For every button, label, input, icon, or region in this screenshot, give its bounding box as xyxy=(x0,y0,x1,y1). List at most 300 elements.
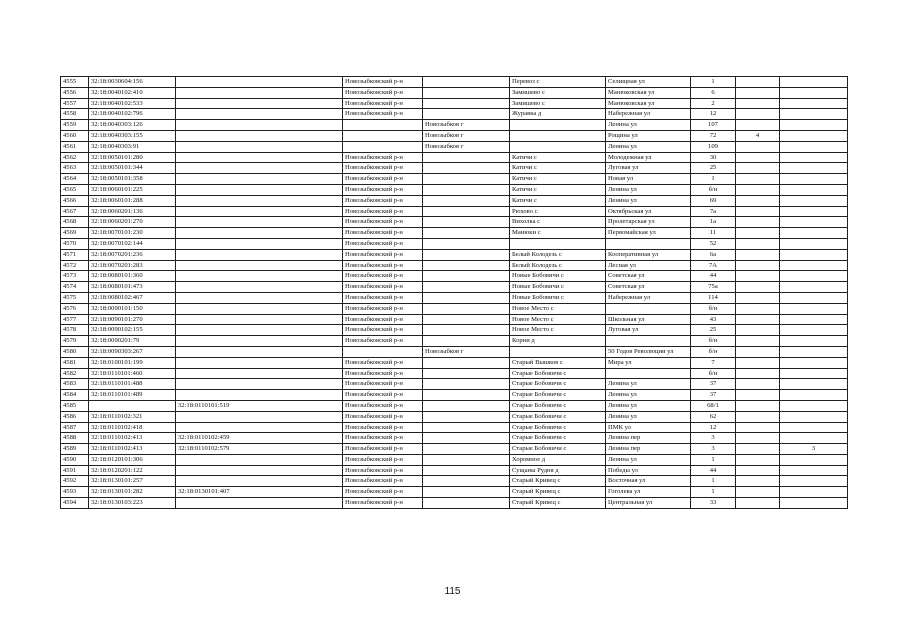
cadastral-number-cell: 32:18:0040102:410 xyxy=(89,87,176,98)
table-row xyxy=(61,152,848,163)
house-number-cell: 75а xyxy=(691,282,736,293)
cadastral-number-cell xyxy=(89,400,176,411)
district-cell: Новозыбковский р-н xyxy=(343,465,423,476)
street-cell: Ленина пер xyxy=(606,433,691,444)
room-number-cell xyxy=(780,228,848,239)
cadastral-number-cell: 32:18:0080101:360 xyxy=(89,271,176,282)
room-number-cell xyxy=(780,238,848,249)
parent-cadastral-number-cell xyxy=(176,292,343,303)
locality-cell: Старый Кривец с xyxy=(510,476,606,487)
house-number-cell: 43 xyxy=(691,314,736,325)
street-cell: Ленина ул xyxy=(606,400,691,411)
street-cell: Октябрьская ул xyxy=(606,206,691,217)
room-number-cell xyxy=(780,325,848,336)
city-cell xyxy=(423,498,510,509)
room-number-cell xyxy=(780,390,848,401)
district-cell: Новозыбковский р-н xyxy=(343,260,423,271)
row-number-cell: 4568 xyxy=(61,217,89,228)
locality-cell: Хоромное д xyxy=(510,454,606,465)
street-cell: Ленина ул xyxy=(606,411,691,422)
house-number-cell: 12 xyxy=(691,109,736,120)
locality-cell: Старый Кривец с xyxy=(510,487,606,498)
table-row xyxy=(61,249,848,260)
row-number-cell: 4584 xyxy=(61,390,89,401)
apartment-number-cell xyxy=(736,303,780,314)
locality-cell: Старые Бобовичи с xyxy=(510,422,606,433)
row-number-cell: 4592 xyxy=(61,476,89,487)
parent-cadastral-number-cell xyxy=(176,357,343,368)
room-number-cell xyxy=(780,357,848,368)
house-number-cell: 52 xyxy=(691,238,736,249)
parent-cadastral-number-cell xyxy=(176,346,343,357)
street-cell: Рощина ул xyxy=(606,130,691,141)
apartment-number-cell xyxy=(736,77,780,88)
parent-cadastral-number-cell xyxy=(176,422,343,433)
apartment-number-cell xyxy=(736,444,780,455)
row-number-cell: 4566 xyxy=(61,195,89,206)
street-cell: Ленина ул xyxy=(606,120,691,131)
city-cell xyxy=(423,357,510,368)
table-row xyxy=(61,120,848,131)
locality-cell: Старые Бобовичи с xyxy=(510,444,606,455)
district-cell: Новозыбковский р-н xyxy=(343,87,423,98)
room-number-cell xyxy=(780,454,848,465)
house-number-cell: 25 xyxy=(691,325,736,336)
table-row xyxy=(61,217,848,228)
city-cell xyxy=(423,454,510,465)
room-number-cell xyxy=(780,195,848,206)
table-row xyxy=(61,130,848,141)
row-number-cell: 4564 xyxy=(61,174,89,185)
street-cell: Советская ул xyxy=(606,271,691,282)
house-number-cell: 7а xyxy=(691,206,736,217)
city-cell xyxy=(423,476,510,487)
district-cell: Новозыбковский р-н xyxy=(343,422,423,433)
row-number-cell: 4567 xyxy=(61,206,89,217)
locality-cell: Замишево с xyxy=(510,87,606,98)
district-cell: Новозыбковский р-н xyxy=(343,411,423,422)
street-cell xyxy=(606,238,691,249)
district-cell: Новозыбковский р-н xyxy=(343,77,423,88)
parent-cadastral-number-cell xyxy=(176,379,343,390)
street-cell: Луговая ул xyxy=(606,163,691,174)
locality-cell: Новые Бобовичи с xyxy=(510,292,606,303)
apartment-number-cell xyxy=(736,465,780,476)
table-row xyxy=(61,98,848,109)
table-row xyxy=(61,476,848,487)
parent-cadastral-number-cell: 32:18:0130101:407 xyxy=(176,487,343,498)
table-row xyxy=(61,141,848,152)
street-cell: Гоголева ул xyxy=(606,487,691,498)
cadastral-number-cell: 32:18:0070201:283 xyxy=(89,260,176,271)
cadastral-number-cell: 32:18:0130101:257 xyxy=(89,476,176,487)
locality-cell: Старый Вышков с xyxy=(510,357,606,368)
district-cell: Новозыбковский р-н xyxy=(343,174,423,185)
table-row xyxy=(61,77,848,88)
parent-cadastral-number-cell xyxy=(176,195,343,206)
room-number-cell xyxy=(780,400,848,411)
street-cell xyxy=(606,303,691,314)
room-number-cell xyxy=(780,260,848,271)
register-sheet xyxy=(60,76,847,509)
district-cell xyxy=(343,120,423,131)
district-cell: Новозыбковский р-н xyxy=(343,184,423,195)
house-number-cell: б/н xyxy=(691,336,736,347)
parent-cadastral-number-cell xyxy=(176,152,343,163)
apartment-number-cell xyxy=(736,400,780,411)
city-cell xyxy=(423,444,510,455)
city-cell xyxy=(423,325,510,336)
city-cell xyxy=(423,77,510,88)
room-number-cell xyxy=(780,271,848,282)
locality-cell: Старые Бобовичи с xyxy=(510,390,606,401)
parent-cadastral-number-cell xyxy=(176,282,343,293)
district-cell: Новозыбковский р-н xyxy=(343,249,423,260)
room-number-cell xyxy=(780,141,848,152)
street-cell xyxy=(606,336,691,347)
room-number-cell xyxy=(780,476,848,487)
parent-cadastral-number-cell xyxy=(176,260,343,271)
apartment-number-cell xyxy=(736,379,780,390)
apartment-number-cell xyxy=(736,109,780,120)
parent-cadastral-number-cell: 32:18:0110101:519 xyxy=(176,400,343,411)
house-number-cell: 69 xyxy=(691,195,736,206)
row-number-cell: 4582 xyxy=(61,368,89,379)
district-cell: Новозыбковский р-н xyxy=(343,271,423,282)
house-number-cell: 25 xyxy=(691,163,736,174)
district-cell: Новозыбковский р-н xyxy=(343,163,423,174)
cadastral-number-cell: 32:18:0030604:156 xyxy=(89,77,176,88)
apartment-number-cell xyxy=(736,325,780,336)
cadastral-number-cell: 32:18:0040102:796 xyxy=(89,109,176,120)
house-number-cell: 1 xyxy=(691,174,736,185)
apartment-number-cell xyxy=(736,314,780,325)
parent-cadastral-number-cell xyxy=(176,109,343,120)
cadastral-number-cell: 32:18:0090101:150 xyxy=(89,303,176,314)
row-number-cell: 4594 xyxy=(61,498,89,509)
house-number-cell: 30 xyxy=(691,152,736,163)
city-cell xyxy=(423,303,510,314)
parent-cadastral-number-cell xyxy=(176,174,343,185)
table-row xyxy=(61,422,848,433)
parent-cadastral-number-cell xyxy=(176,476,343,487)
city-cell xyxy=(423,206,510,217)
table-row xyxy=(61,184,848,195)
city-cell: Новозыбков г xyxy=(423,120,510,131)
street-cell: Школьная ул xyxy=(606,314,691,325)
district-cell: Новозыбковский р-н xyxy=(343,400,423,411)
row-number-cell: 4557 xyxy=(61,98,89,109)
street-cell: Мира ул xyxy=(606,357,691,368)
room-number-cell xyxy=(780,184,848,195)
house-number-cell: 1 xyxy=(691,487,736,498)
table-row xyxy=(61,282,848,293)
room-number-cell xyxy=(780,174,848,185)
parent-cadastral-number-cell xyxy=(176,271,343,282)
district-cell: Новозыбковский р-н xyxy=(343,228,423,239)
row-number-cell: 4585 xyxy=(61,400,89,411)
parent-cadastral-number-cell xyxy=(176,228,343,239)
house-number-cell: б/н xyxy=(691,184,736,195)
apartment-number-cell xyxy=(736,454,780,465)
locality-cell: Старые Бобовичи с xyxy=(510,411,606,422)
table-row xyxy=(61,498,848,509)
apartment-number-cell xyxy=(736,260,780,271)
cadastral-number-cell: 32:18:0040102:533 xyxy=(89,98,176,109)
cadastral-number-cell: 32:18:0110101:488 xyxy=(89,379,176,390)
locality-cell: Сущаны Рудня д xyxy=(510,465,606,476)
district-cell: Новозыбковский р-н xyxy=(343,433,423,444)
apartment-number-cell xyxy=(736,141,780,152)
table-body xyxy=(61,77,848,509)
table-row xyxy=(61,400,848,411)
locality-cell: Старые Бобовичи с xyxy=(510,379,606,390)
city-cell xyxy=(423,336,510,347)
parent-cadastral-number-cell xyxy=(176,206,343,217)
apartment-number-cell xyxy=(736,174,780,185)
table-row xyxy=(61,303,848,314)
house-number-cell: 107 xyxy=(691,120,736,131)
table-row xyxy=(61,292,848,303)
locality-cell: Белый Колодезь с xyxy=(510,249,606,260)
street-cell: Первомайская ул xyxy=(606,228,691,239)
district-cell: Новозыбковский р-н xyxy=(343,195,423,206)
city-cell xyxy=(423,260,510,271)
cadastral-number-cell: 32:18:0100101:199 xyxy=(89,357,176,368)
row-number-cell: 4590 xyxy=(61,454,89,465)
locality-cell: Вихолка с xyxy=(510,217,606,228)
table-row xyxy=(61,444,848,455)
parent-cadastral-number-cell xyxy=(176,120,343,131)
cadastral-number-cell: 32:18:0060201:270 xyxy=(89,217,176,228)
district-cell: Новозыбковский р-н xyxy=(343,217,423,228)
street-cell: Новая ул xyxy=(606,174,691,185)
cadastral-number-cell: 32:18:0080102:467 xyxy=(89,292,176,303)
locality-cell: Новое Место с xyxy=(510,314,606,325)
row-number-cell: 4579 xyxy=(61,336,89,347)
district-cell: Новозыбковский р-н xyxy=(343,357,423,368)
apartment-number-cell xyxy=(736,336,780,347)
table-row xyxy=(61,109,848,120)
row-number-cell: 4588 xyxy=(61,433,89,444)
cadastral-number-cell: 32:18:0070101:230 xyxy=(89,228,176,239)
street-cell: Советская ул xyxy=(606,282,691,293)
room-number-cell xyxy=(780,379,848,390)
apartment-number-cell xyxy=(736,292,780,303)
row-number-cell: 4563 xyxy=(61,163,89,174)
district-cell: Новозыбковский р-н xyxy=(343,98,423,109)
table-row xyxy=(61,174,848,185)
city-cell: Новозыбков г xyxy=(423,141,510,152)
row-number-cell: 4587 xyxy=(61,422,89,433)
apartment-number-cell xyxy=(736,98,780,109)
locality-cell: Старый Кривец с xyxy=(510,498,606,509)
house-number-cell: 109 xyxy=(691,141,736,152)
table-row xyxy=(61,433,848,444)
street-cell: Ленина ул xyxy=(606,379,691,390)
city-cell xyxy=(423,314,510,325)
district-cell: Новозыбковский р-н xyxy=(343,487,423,498)
parent-cadastral-number-cell xyxy=(176,498,343,509)
house-number-cell: 3 xyxy=(691,433,736,444)
row-number-cell: 4555 xyxy=(61,77,89,88)
house-number-cell: 11 xyxy=(691,228,736,239)
apartment-number-cell xyxy=(736,498,780,509)
city-cell xyxy=(423,411,510,422)
house-number-cell: 3 xyxy=(691,444,736,455)
cadastral-number-cell: 32:18:0110101:460 xyxy=(89,368,176,379)
district-cell xyxy=(343,130,423,141)
room-number-cell xyxy=(780,487,848,498)
cadastral-number-cell: 32:18:0110102:418 xyxy=(89,422,176,433)
district-cell: Новозыбковский р-н xyxy=(343,368,423,379)
district-cell: Новозыбковский р-н xyxy=(343,336,423,347)
apartment-number-cell xyxy=(736,271,780,282)
street-cell: 50 Годов Революции ул xyxy=(606,346,691,357)
parent-cadastral-number-cell xyxy=(176,184,343,195)
locality-cell: Корни д xyxy=(510,336,606,347)
district-cell: Новозыбковский р-н xyxy=(343,454,423,465)
room-number-cell xyxy=(780,303,848,314)
table-row xyxy=(61,357,848,368)
locality-cell xyxy=(510,120,606,131)
city-cell xyxy=(423,390,510,401)
table-row xyxy=(61,325,848,336)
district-cell xyxy=(343,346,423,357)
parent-cadastral-number-cell xyxy=(176,238,343,249)
room-number-cell xyxy=(780,130,848,141)
cadastral-number-cell: 32:18:0070102:144 xyxy=(89,238,176,249)
locality-cell: Старые Бобовичи с xyxy=(510,368,606,379)
row-number-cell: 4559 xyxy=(61,120,89,131)
city-cell xyxy=(423,98,510,109)
room-number-cell xyxy=(780,77,848,88)
city-cell xyxy=(423,487,510,498)
street-cell: Ленина пер xyxy=(606,444,691,455)
house-number-cell: б/н xyxy=(691,346,736,357)
row-number-cell: 4569 xyxy=(61,228,89,239)
room-number-cell xyxy=(780,368,848,379)
city-cell: Новозыбков г xyxy=(423,346,510,357)
apartment-number-cell xyxy=(736,249,780,260)
table-row xyxy=(61,206,848,217)
city-cell xyxy=(423,228,510,239)
locality-cell: Катичи с xyxy=(510,174,606,185)
table-row xyxy=(61,465,848,476)
locality-cell xyxy=(510,130,606,141)
room-number-cell xyxy=(780,336,848,347)
row-number-cell: 4561 xyxy=(61,141,89,152)
cadastral-number-cell: 32:18:0090102:155 xyxy=(89,325,176,336)
cadastral-number-cell: 32:18:0120201:122 xyxy=(89,465,176,476)
row-number-cell: 4589 xyxy=(61,444,89,455)
locality-cell: Катичи с xyxy=(510,163,606,174)
room-number-cell xyxy=(780,346,848,357)
table-row xyxy=(61,260,848,271)
city-cell xyxy=(423,271,510,282)
row-number-cell: 4560 xyxy=(61,130,89,141)
street-cell: Центральная ул xyxy=(606,498,691,509)
parent-cadastral-number-cell xyxy=(176,368,343,379)
cadastral-number-cell: 32:18:0080101:473 xyxy=(89,282,176,293)
parent-cadastral-number-cell xyxy=(176,77,343,88)
parent-cadastral-number-cell xyxy=(176,141,343,152)
street-cell: Молодежная ул xyxy=(606,152,691,163)
district-cell: Новозыбковский р-н xyxy=(343,238,423,249)
house-number-cell: 7 xyxy=(691,357,736,368)
parent-cadastral-number-cell xyxy=(176,336,343,347)
locality-cell: Новое Место с xyxy=(510,325,606,336)
apartment-number-cell xyxy=(736,184,780,195)
street-cell: Манюковская ул xyxy=(606,87,691,98)
locality-cell: Катичи с xyxy=(510,184,606,195)
street-cell: Манюковская ул xyxy=(606,98,691,109)
house-number-cell: 72 xyxy=(691,130,736,141)
table-row xyxy=(61,379,848,390)
district-cell: Новозыбковский р-н xyxy=(343,109,423,120)
cadastral-number-cell: 32:18:0090303:267 xyxy=(89,346,176,357)
row-number-cell: 4571 xyxy=(61,249,89,260)
city-cell xyxy=(423,238,510,249)
locality-cell xyxy=(510,346,606,357)
row-number-cell: 4574 xyxy=(61,282,89,293)
cadastral-number-cell: 32:18:0050101:358 xyxy=(89,174,176,185)
street-cell: Набережная ул xyxy=(606,109,691,120)
cadastral-number-cell: 32:18:0070201:236 xyxy=(89,249,176,260)
property-register-table xyxy=(60,76,848,509)
row-number-cell: 4570 xyxy=(61,238,89,249)
row-number-cell: 4593 xyxy=(61,487,89,498)
parent-cadastral-number-cell xyxy=(176,454,343,465)
cadastral-number-cell: 32:18:0090101:270 xyxy=(89,314,176,325)
room-number-cell xyxy=(780,87,848,98)
house-number-cell: 6 xyxy=(691,87,736,98)
house-number-cell: б/н xyxy=(691,368,736,379)
locality-cell: Катичи с xyxy=(510,152,606,163)
row-number-cell: 4586 xyxy=(61,411,89,422)
apartment-number-cell xyxy=(736,87,780,98)
district-cell: Новозыбковский р-н xyxy=(343,152,423,163)
table-row xyxy=(61,228,848,239)
city-cell xyxy=(423,433,510,444)
city-cell xyxy=(423,368,510,379)
city-cell xyxy=(423,163,510,174)
apartment-number-cell xyxy=(736,228,780,239)
locality-cell xyxy=(510,238,606,249)
room-number-cell xyxy=(780,422,848,433)
city-cell xyxy=(423,422,510,433)
locality-cell: Старые Бобовичи с xyxy=(510,400,606,411)
apartment-number-cell xyxy=(736,195,780,206)
house-number-cell: 12 xyxy=(691,422,736,433)
parent-cadastral-number-cell xyxy=(176,325,343,336)
table-row xyxy=(61,238,848,249)
city-cell xyxy=(423,109,510,120)
room-number-cell xyxy=(780,411,848,422)
cadastral-number-cell: 32:18:0130101:282 xyxy=(89,487,176,498)
apartment-number-cell xyxy=(736,120,780,131)
row-number-cell: 4576 xyxy=(61,303,89,314)
city-cell xyxy=(423,379,510,390)
cadastral-number-cell: 32:18:0110102:413 xyxy=(89,444,176,455)
cadastral-number-cell: 32:18:0060101:225 xyxy=(89,184,176,195)
house-number-cell: 6а xyxy=(691,249,736,260)
city-cell xyxy=(423,184,510,195)
room-number-cell xyxy=(780,217,848,228)
district-cell: Новозыбковский р-н xyxy=(343,206,423,217)
locality-cell: Катичи с xyxy=(510,195,606,206)
table-row xyxy=(61,87,848,98)
